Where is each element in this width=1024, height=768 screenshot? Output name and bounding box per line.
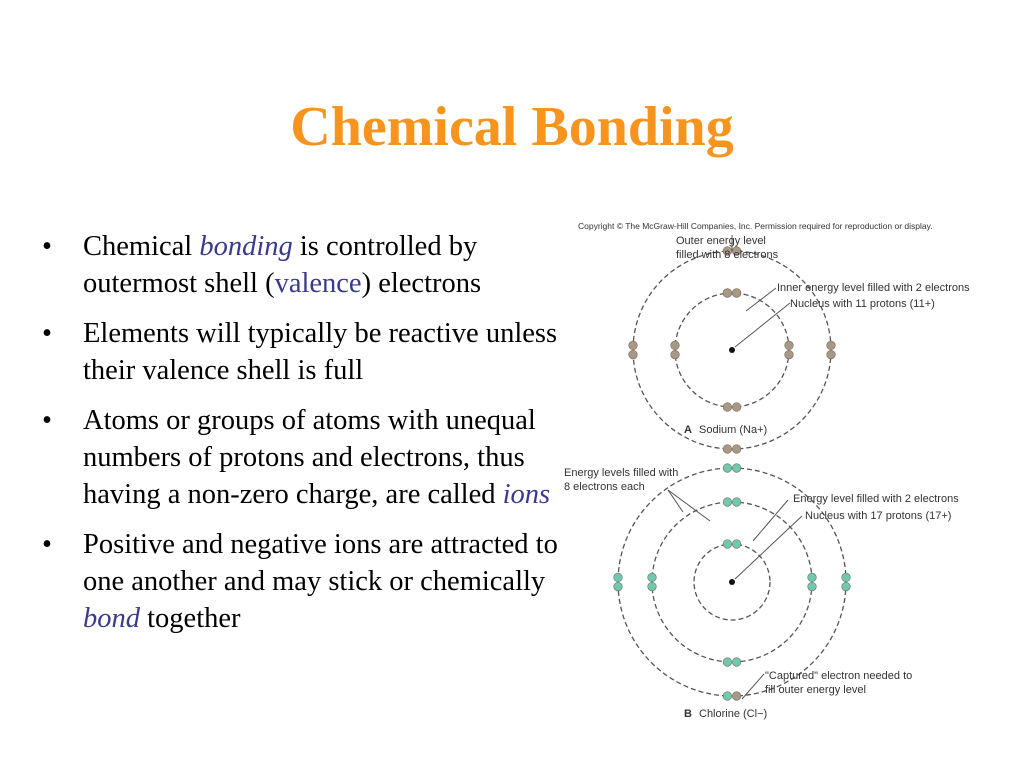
electron: [732, 658, 741, 667]
bullet-dot-icon: •: [42, 231, 52, 262]
sodium-caption: Sodium (Na+): [699, 424, 768, 436]
bullet-list: [40, 228, 570, 650]
bullet-text: Atoms or groups of atoms with unequal numbers of protons and electrons, thus having a non-zero charge, are called: [83, 405, 536, 510]
electron: [842, 573, 851, 582]
electron: [732, 692, 741, 701]
sodium-nucleus: [729, 347, 735, 353]
bullet-text: Chemical: [83, 231, 200, 262]
caption-letter: A: [684, 424, 692, 436]
chlorine-caption: Chlorine (Cl−): [699, 708, 768, 720]
term-bonding: bonding: [199, 231, 293, 262]
leader-line: [668, 490, 683, 512]
electron: [723, 445, 732, 454]
bullet-text: is controlled by outermost shell (: [83, 231, 478, 299]
bullet-dot-icon: •: [42, 318, 52, 349]
term-valence: valence: [274, 268, 362, 299]
electron: [614, 573, 623, 582]
levels-label: 8 electrons each: [564, 481, 645, 493]
outer-level-label: Outer energy level: [676, 235, 766, 247]
electron: [732, 464, 741, 473]
chlorine-nucleus: [729, 579, 735, 585]
sodium-atom: [629, 235, 970, 453]
electron: [671, 341, 680, 350]
electron: [827, 341, 836, 350]
electron: [732, 445, 741, 454]
electron: [723, 658, 732, 667]
bullet-text: ) electrons: [361, 268, 482, 299]
bullet-item: [40, 526, 570, 637]
bullet-item: [40, 228, 570, 302]
bullet-text: Elements will typically be reactive unless their valence shell is full: [83, 318, 558, 386]
electron: [648, 573, 657, 582]
electron: [732, 289, 741, 298]
electron: [785, 350, 794, 359]
leader-line: [735, 303, 790, 347]
electron: [648, 582, 657, 591]
outer-level-label: filled with 8 electrons: [676, 249, 779, 261]
bullet-text: together: [140, 603, 241, 634]
bullet-dot-icon: •: [42, 529, 52, 560]
term-ions: ions: [502, 479, 551, 510]
electron: [629, 341, 638, 350]
levels-label: Energy levels filled with: [564, 467, 679, 479]
copyright-notice: Copyright © The McGraw-Hill Companies, Inc. Permission required for reproduction or display.: [578, 221, 933, 231]
electron: [723, 464, 732, 473]
captured-electron-label: fill outer energy level: [765, 684, 866, 696]
electron: [785, 341, 794, 350]
electron: [723, 692, 732, 701]
electron: [827, 350, 836, 359]
electron: [723, 403, 732, 412]
bullet-dot-icon: •: [42, 405, 52, 436]
captured-electron-label: "Captured" electron needed to: [765, 670, 913, 682]
electron: [732, 403, 741, 412]
term-bond: bond: [83, 603, 140, 634]
caption-letter: B: [684, 708, 692, 720]
atom-diagram: [558, 215, 1008, 725]
bullet-item: [40, 402, 570, 513]
electron: [614, 582, 623, 591]
electron: [732, 498, 741, 507]
nucleus-label: Nucleus with 17 protons (17+): [805, 510, 952, 522]
electron: [808, 582, 817, 591]
electron: [723, 289, 732, 298]
leader-line: [746, 288, 776, 311]
bullet-item: [40, 315, 570, 389]
inner-level-label: Energy level filled with 2 electrons: [793, 493, 959, 505]
electron: [723, 498, 732, 507]
electron: [732, 540, 741, 549]
inner-level-label: Inner energy level filled with 2 electrons: [777, 282, 970, 294]
nucleus-label: Nucleus with 11 protons (11+): [790, 298, 935, 310]
electron: [723, 540, 732, 549]
electron: [842, 582, 851, 591]
electron: [629, 350, 638, 359]
chlorine-atom: [564, 464, 959, 720]
slide-title: Chemical Bonding: [290, 96, 734, 158]
leader-line: [668, 490, 710, 521]
leader-line: [742, 674, 764, 699]
bullet-text: Positive and negative ions are attracted to one another and may stick or chemically: [83, 529, 558, 597]
electron: [671, 350, 680, 359]
electron: [808, 573, 817, 582]
